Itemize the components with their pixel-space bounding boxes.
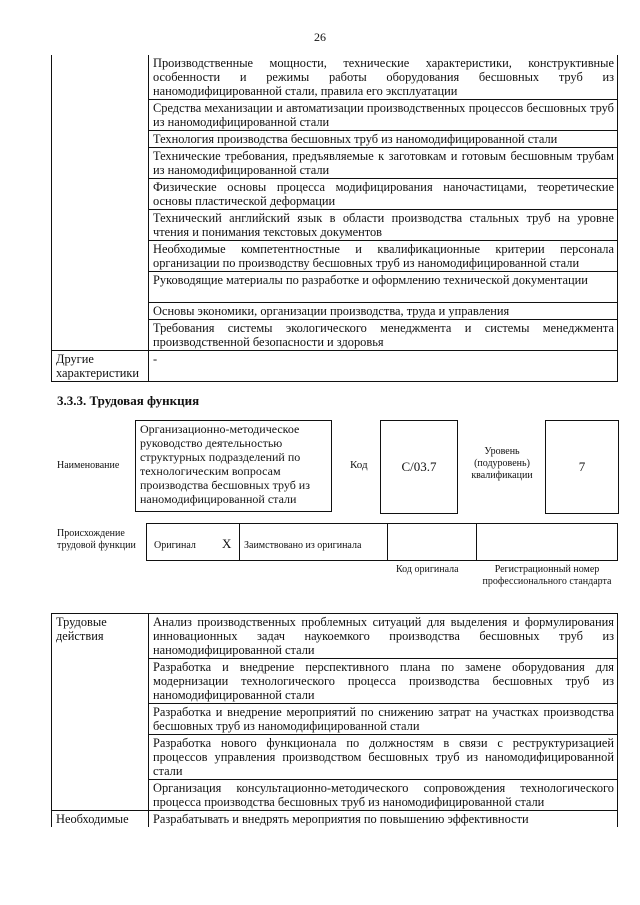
page-number: 26 [314, 30, 326, 44]
list-item: - [149, 351, 618, 382]
origin-row [146, 523, 618, 561]
list-item: Технический английский язык в области производства стальных труб на уровне чтения и понимания текстовых документов [149, 210, 618, 241]
actions-table [51, 613, 618, 827]
list-item: Требования системы экологического менеджмента и системы менеджмента производственной безопасности и здоровья [149, 320, 618, 351]
level-label: Уровень (подуровень) квалификации [471, 446, 533, 481]
row-label-required: Необходимые [52, 811, 149, 828]
list-item: Организация консультационно-методического сопровождения технологического процесса производства бесшовных труб из наномодифицированной стали [149, 780, 618, 811]
reg-number-label: Регистрационный номер профессионального стандарта [482, 564, 612, 587]
list-item: Технология производства бесшовных труб из наномодифицированной стали [149, 131, 618, 148]
table-row [52, 811, 618, 828]
code-value: С/03.7 [401, 459, 437, 474]
list-item: Разрабатывать и внедрять мероприятия по повышению эффективности [149, 811, 618, 828]
code-original-label: Код оригинала [396, 564, 459, 575]
row-label-labor-actions: Трудовые действия [52, 614, 149, 811]
divider [239, 524, 240, 560]
divider [617, 524, 618, 560]
table-row [52, 614, 618, 659]
list-item: Основы экономики, организации производства, труда и управления [149, 303, 618, 320]
function-name-box: Организационно-методическое руководство деятельностью структурных подразделений по технологическим вопросам производства бесшовных труб из наномодифицированной стали [135, 420, 332, 512]
level-box [545, 420, 619, 514]
list-item: Производственные мощности, технические характеристики, конструктивные особенности и режимы работы оборудования бесшовных труб из наномодифицированной стали, правила его эксплуатации [149, 55, 618, 100]
code-label: Код [350, 459, 368, 471]
row-label-other-knowledge [52, 55, 149, 351]
divider [387, 524, 388, 560]
row-label-other-characteristics: Другие характеристики [52, 351, 149, 382]
original-mark: X [222, 536, 232, 551]
list-item: Средства механизации и автоматизации производственных процессов бесшовных труб из наномодифицированной стали [149, 100, 618, 131]
name-label: Наименование [57, 460, 120, 471]
code-box [380, 420, 458, 514]
borrowed-label: Заимствовано из оригинала [244, 540, 362, 551]
section-heading: 3.3.3. Трудовая функция [57, 393, 200, 408]
list-item: Разработка и внедрение мероприятий по снижению затрат на участках производства бесшовных труб из наномодифицированной стали [149, 704, 618, 735]
list-item: Физические основы процесса модифицирования наночастицами, теоретические основы пластической деформации [149, 179, 618, 210]
list-item: Необходимые компетентностные и квалификационные критерии персонала организации по производству бесшовных труб из наномодифицированной стали [149, 241, 618, 272]
list-item: Технические требования, предъявляемые к заготовкам и готовым бесшовным трубам из наномодифицированной стали [149, 148, 618, 179]
table-row [52, 55, 618, 100]
list-item: Руководящие материалы по разработке и оформлению технической документации [149, 272, 618, 303]
list-item: Разработка нового функционала по должностям в связи с реструктуризацией процессов управления производством бесшовных труб из наномодифицированной стали [149, 735, 618, 780]
table-row [52, 351, 618, 382]
knowledge-table [51, 55, 618, 382]
origin-label: Происхождение трудовой функции [57, 528, 136, 551]
original-label: Оригинал [154, 540, 196, 551]
list-item: Разработка и внедрение перспективного плана по замене оборудования для модернизации технологического процесса производства бесшовных труб из наномодифицированной стали [149, 659, 618, 704]
divider [476, 524, 477, 560]
level-value: 7 [578, 459, 586, 474]
list-item: Анализ производственных проблемных ситуаций для выделения и формулирования инновационных задач наукоемкого производства бесшовных труб из наномодифицированной стали [149, 614, 618, 659]
